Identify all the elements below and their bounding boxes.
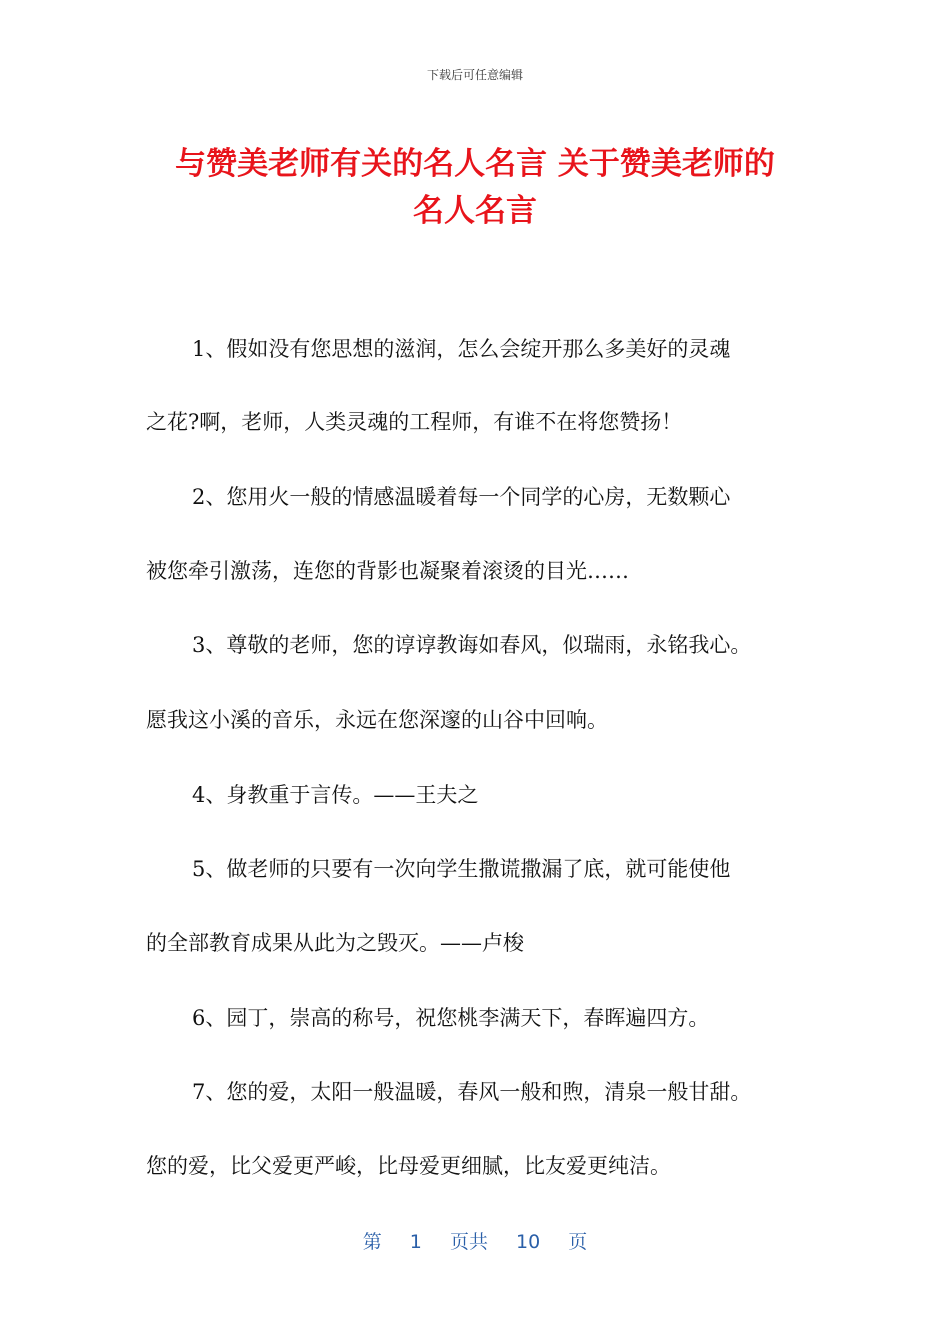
header-note: 下载后可任意编辑 (426, 68, 523, 82)
footer-total-pages: 10 (516, 1231, 541, 1253)
body-line: 4、身教重于言传。——王夫之 (192, 783, 479, 807)
body-line: 愿我这小溪的音乐，永远在您深邃的山谷中回响。 (146, 708, 608, 732)
body-line: 被您牵引激荡，连您的背影也凝聚着滚烫的目光…… (146, 559, 629, 583)
body-line: 3、尊敬的老师，您的谆谆教诲如春风，似瑞雨，永铭我心。 (192, 633, 752, 657)
body-line: 6、园丁，崇高的称号，祝您桃李满天下，春晖遍四方。 (192, 1006, 710, 1030)
document-title (110, 141, 840, 235)
footer-suffix: 页 (568, 1231, 588, 1253)
title-line-1: 与赞美老师有关的名人名言 关于赞美老师的 (175, 146, 775, 182)
body-line: 1、假如没有您思想的滋润，怎么会绽开那么多美好的灵魂 (192, 337, 731, 361)
body-line: 2、您用火一般的情感温暖着每一个同学的心房，无数颗心 (192, 485, 731, 509)
body-line: 5、做老师的只要有一次向学生撒谎撒漏了底，就可能使他 (192, 857, 731, 881)
body-line: 7、您的爱，太阳一般温暖，春风一般和煦，清泉一般甘甜。 (192, 1080, 752, 1104)
footer-middle: 页共 (449, 1231, 488, 1253)
page-footer (0, 1227, 950, 1254)
body-line: 的全部教育成果从此为之毁灭。——卢梭 (146, 931, 524, 955)
body-line: 之花?啊，老师，人类灵魂的工程师，有谁不在将您赞扬！ (146, 410, 683, 434)
title-line-2: 名人名言 (413, 193, 537, 229)
footer-current-page: 1 (409, 1231, 422, 1253)
body-line: 您的爱，比父爱更严峻，比母爱更细腻，比友爱更纯洁。 (146, 1154, 671, 1178)
footer-prefix: 第 (362, 1231, 382, 1253)
